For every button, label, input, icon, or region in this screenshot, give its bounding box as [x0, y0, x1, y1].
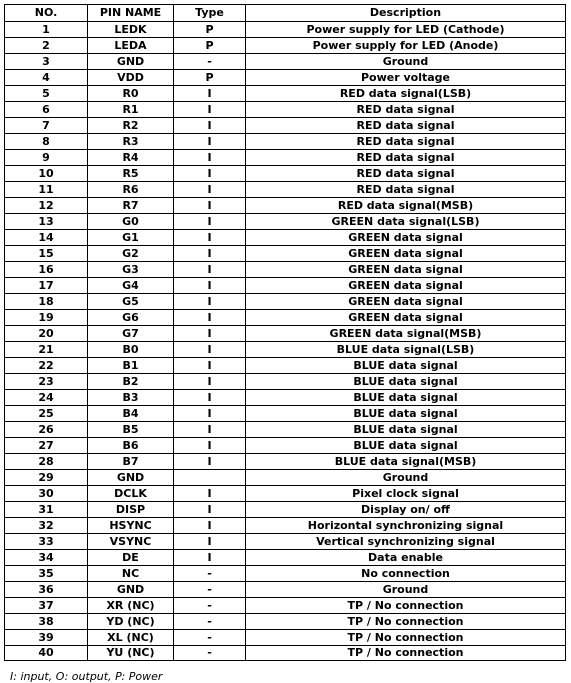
- pin-type-cell: I: [174, 550, 246, 566]
- pin-type-cell: I: [174, 422, 246, 438]
- pin-description-cell: Power voltage: [246, 70, 566, 86]
- pin-number-cell: 34: [5, 550, 88, 566]
- pin-type-cell: I: [174, 86, 246, 102]
- pin-type-cell: I: [174, 454, 246, 470]
- table-row: [5, 534, 566, 550]
- pin-type-cell: I: [174, 486, 246, 502]
- pin-number-cell: 38: [5, 614, 88, 630]
- pin-description-cell: GREEN data signal: [246, 278, 566, 294]
- pin-description-cell: BLUE data signal: [246, 374, 566, 390]
- pin-number-cell: 20: [5, 326, 88, 342]
- pin-type-cell: I: [174, 198, 246, 214]
- table-row: [5, 294, 566, 310]
- pin-type-cell: I: [174, 118, 246, 134]
- table-row: [5, 310, 566, 326]
- pin-number-cell: 5: [5, 86, 88, 102]
- pin-number-cell: 9: [5, 150, 88, 166]
- pin-name-cell: B5: [88, 422, 174, 438]
- pin-number-cell: 24: [5, 390, 88, 406]
- pin-type-cell: I: [174, 390, 246, 406]
- header-row: [5, 5, 566, 22]
- pin-name-cell: HSYNC: [88, 518, 174, 534]
- pin-number-cell: 14: [5, 230, 88, 246]
- pin-type-cell: I: [174, 310, 246, 326]
- pin-description-cell: Horizontal synchronizing signal: [246, 518, 566, 534]
- table-row: [5, 646, 566, 661]
- pin-type-cell: I: [174, 342, 246, 358]
- table-row: [5, 246, 566, 262]
- pin-description-cell: RED data signal: [246, 166, 566, 182]
- table-row: [5, 422, 566, 438]
- table-row: [5, 134, 566, 150]
- pin-number-cell: 18: [5, 294, 88, 310]
- pin-name-cell: DCLK: [88, 486, 174, 502]
- table-row: [5, 326, 566, 342]
- pin-number-cell: 11: [5, 182, 88, 198]
- pin-name-cell: DE: [88, 550, 174, 566]
- table-row: [5, 470, 566, 486]
- pin-description-cell: GREEN data signal: [246, 262, 566, 278]
- pin-number-cell: 36: [5, 582, 88, 598]
- pin-number-cell: 25: [5, 406, 88, 422]
- pin-type-cell: I: [174, 406, 246, 422]
- pin-name-cell: LEDK: [88, 22, 174, 38]
- table-row: [5, 214, 566, 230]
- pin-number-cell: 27: [5, 438, 88, 454]
- table-row: [5, 166, 566, 182]
- table-row: [5, 502, 566, 518]
- pin-description-cell: RED data signal: [246, 150, 566, 166]
- pin-number-cell: 4: [5, 70, 88, 86]
- pin-name-cell: B2: [88, 374, 174, 390]
- pin-number-cell: 39: [5, 630, 88, 646]
- table-row: [5, 70, 566, 86]
- pin-name-cell: B6: [88, 438, 174, 454]
- pin-number-cell: 21: [5, 342, 88, 358]
- pin-name-cell: R2: [88, 118, 174, 134]
- pin-number-cell: 35: [5, 566, 88, 582]
- pin-type-cell: I: [174, 230, 246, 246]
- pin-number-cell: 29: [5, 470, 88, 486]
- pin-name-cell: VSYNC: [88, 534, 174, 550]
- pin-name-cell: G4: [88, 278, 174, 294]
- pin-type-cell: I: [174, 182, 246, 198]
- table-row: [5, 358, 566, 374]
- pin-type-cell: I: [174, 358, 246, 374]
- header-pin-name: PIN NAME: [88, 5, 174, 22]
- pin-type-cell: I: [174, 374, 246, 390]
- pin-type-cell: I: [174, 150, 246, 166]
- pin-type-cell: I: [174, 326, 246, 342]
- pin-description-cell: BLUE data signal: [246, 390, 566, 406]
- table-row: [5, 198, 566, 214]
- table-row: [5, 374, 566, 390]
- pin-number-cell: 15: [5, 246, 88, 262]
- pin-number-cell: 2: [5, 38, 88, 54]
- pin-description-cell: GREEN data signal: [246, 310, 566, 326]
- pin-name-cell: R7: [88, 198, 174, 214]
- pin-name-cell: R4: [88, 150, 174, 166]
- pin-type-cell: I: [174, 246, 246, 262]
- pin-description-cell: BLUE data signal: [246, 358, 566, 374]
- pin-name-cell: R0: [88, 86, 174, 102]
- header-type: Type: [174, 5, 246, 22]
- pin-type-cell: P: [174, 70, 246, 86]
- pin-description-cell: TP / No connection: [246, 630, 566, 646]
- pin-description-cell: RED data signal: [246, 134, 566, 150]
- pin-description-cell: RED data signal: [246, 118, 566, 134]
- pin-name-cell: LEDA: [88, 38, 174, 54]
- pin-type-cell: -: [174, 582, 246, 598]
- table-row: [5, 550, 566, 566]
- pin-name-cell: G6: [88, 310, 174, 326]
- pin-description-cell: TP / No connection: [246, 598, 566, 614]
- table-row: [5, 38, 566, 54]
- table-row: [5, 406, 566, 422]
- pin-type-cell: P: [174, 38, 246, 54]
- table-row: [5, 438, 566, 454]
- table-row: [5, 102, 566, 118]
- pin-description-cell: BLUE data signal: [246, 438, 566, 454]
- table-row: [5, 230, 566, 246]
- pin-name-cell: G1: [88, 230, 174, 246]
- pin-number-cell: 23: [5, 374, 88, 390]
- pin-number-cell: 32: [5, 518, 88, 534]
- pin-description-cell: GREEN data signal(LSB): [246, 214, 566, 230]
- pin-name-cell: YD (NC): [88, 614, 174, 630]
- pin-name-cell: GND: [88, 582, 174, 598]
- pin-description-cell: TP / No connection: [246, 614, 566, 630]
- pin-type-cell: -: [174, 54, 246, 70]
- pin-name-cell: R5: [88, 166, 174, 182]
- pin-name-cell: NC: [88, 566, 174, 582]
- table-row: [5, 86, 566, 102]
- pin-name-cell: G7: [88, 326, 174, 342]
- pin-number-cell: 6: [5, 102, 88, 118]
- pin-name-cell: GND: [88, 470, 174, 486]
- pin-description-cell: Ground: [246, 54, 566, 70]
- table-row: [5, 262, 566, 278]
- pin-name-cell: G5: [88, 294, 174, 310]
- table-row: [5, 454, 566, 470]
- table-row: [5, 486, 566, 502]
- table-row: [5, 614, 566, 630]
- pin-name-cell: B3: [88, 390, 174, 406]
- pin-description-cell: Power supply for LED (Anode): [246, 38, 566, 54]
- pin-type-cell: P: [174, 22, 246, 38]
- table-row: [5, 54, 566, 70]
- pin-description-cell: Data enable: [246, 550, 566, 566]
- pin-assignment-table: [4, 4, 566, 661]
- pin-type-cell: -: [174, 646, 246, 661]
- pin-name-cell: B7: [88, 454, 174, 470]
- pin-description-cell: Pixel clock signal: [246, 486, 566, 502]
- pin-number-cell: 33: [5, 534, 88, 550]
- pin-number-cell: 26: [5, 422, 88, 438]
- pin-number-cell: 3: [5, 54, 88, 70]
- pin-description-cell: GREEN data signal(MSB): [246, 326, 566, 342]
- pin-number-cell: 8: [5, 134, 88, 150]
- pin-type-cell: I: [174, 294, 246, 310]
- pin-name-cell: B1: [88, 358, 174, 374]
- pin-description-cell: RED data signal(MSB): [246, 198, 566, 214]
- pin-number-cell: 12: [5, 198, 88, 214]
- table-row: [5, 390, 566, 406]
- pin-name-cell: R1: [88, 102, 174, 118]
- table-row: [5, 518, 566, 534]
- pin-name-cell: DISP: [88, 502, 174, 518]
- pin-name-cell: G0: [88, 214, 174, 230]
- pin-name-cell: R6: [88, 182, 174, 198]
- pin-description-cell: GREEN data signal: [246, 230, 566, 246]
- pin-type-cell: I: [174, 134, 246, 150]
- pin-description-cell: Ground: [246, 582, 566, 598]
- pin-number-cell: 31: [5, 502, 88, 518]
- pin-type-cell: I: [174, 102, 246, 118]
- pin-type-cell: I: [174, 518, 246, 534]
- pin-name-cell: VDD: [88, 70, 174, 86]
- pin-number-cell: 22: [5, 358, 88, 374]
- pin-name-cell: XL (NC): [88, 630, 174, 646]
- table-row: [5, 22, 566, 38]
- pin-description-cell: RED data signal: [246, 102, 566, 118]
- table-row: [5, 630, 566, 646]
- pin-type-cell: -: [174, 614, 246, 630]
- pin-type-cell: I: [174, 214, 246, 230]
- type-legend-footnote: I: input, O: output, P: Power: [10, 670, 163, 683]
- pin-description-cell: BLUE data signal(LSB): [246, 342, 566, 358]
- table-row: [5, 278, 566, 294]
- pin-number-cell: 1: [5, 22, 88, 38]
- pin-description-cell: BLUE data signal(MSB): [246, 454, 566, 470]
- pin-description-cell: GREEN data signal: [246, 294, 566, 310]
- table-row: [5, 342, 566, 358]
- table-row: [5, 566, 566, 582]
- pin-description-cell: RED data signal(LSB): [246, 86, 566, 102]
- pin-name-cell: B0: [88, 342, 174, 358]
- table-header: [5, 5, 566, 22]
- pin-number-cell: 28: [5, 454, 88, 470]
- pin-description-cell: No connection: [246, 566, 566, 582]
- header-no: NO.: [5, 5, 88, 22]
- pin-type-cell: I: [174, 502, 246, 518]
- table-body: [5, 22, 566, 661]
- pin-name-cell: B4: [88, 406, 174, 422]
- pin-number-cell: 7: [5, 118, 88, 134]
- pin-description-cell: Ground: [246, 470, 566, 486]
- pin-number-cell: 30: [5, 486, 88, 502]
- table-row: [5, 150, 566, 166]
- pin-number-cell: 13: [5, 214, 88, 230]
- pin-description-cell: Vertical synchronizing signal: [246, 534, 566, 550]
- pin-type-cell: I: [174, 438, 246, 454]
- pin-type-cell: I: [174, 262, 246, 278]
- pin-name-cell: XR (NC): [88, 598, 174, 614]
- pin-name-cell: R3: [88, 134, 174, 150]
- pin-description-cell: GREEN data signal: [246, 246, 566, 262]
- pin-number-cell: 19: [5, 310, 88, 326]
- pin-name-cell: G2: [88, 246, 174, 262]
- pin-number-cell: 40: [5, 646, 88, 661]
- pin-type-cell: I: [174, 534, 246, 550]
- pin-description-cell: Power supply for LED (Cathode): [246, 22, 566, 38]
- table-row: [5, 118, 566, 134]
- pin-description-cell: BLUE data signal: [246, 406, 566, 422]
- table-row: [5, 182, 566, 198]
- pin-type-cell: I: [174, 278, 246, 294]
- table-row: [5, 598, 566, 614]
- pin-description-cell: BLUE data signal: [246, 422, 566, 438]
- pin-description-cell: TP / No connection: [246, 646, 566, 661]
- pin-name-cell: GND: [88, 54, 174, 70]
- pin-description-cell: Display on/ off: [246, 502, 566, 518]
- pin-type-cell: -: [174, 598, 246, 614]
- pin-description-cell: RED data signal: [246, 182, 566, 198]
- pin-number-cell: 37: [5, 598, 88, 614]
- pin-type-cell: -: [174, 566, 246, 582]
- pin-name-cell: YU (NC): [88, 646, 174, 661]
- pin-name-cell: G3: [88, 262, 174, 278]
- pin-number-cell: 16: [5, 262, 88, 278]
- table-row: [5, 582, 566, 598]
- pin-type-cell: [174, 470, 246, 486]
- pin-type-cell: I: [174, 166, 246, 182]
- pin-number-cell: 17: [5, 278, 88, 294]
- pin-number-cell: 10: [5, 166, 88, 182]
- pin-type-cell: -: [174, 630, 246, 646]
- header-description: Description: [246, 5, 566, 22]
